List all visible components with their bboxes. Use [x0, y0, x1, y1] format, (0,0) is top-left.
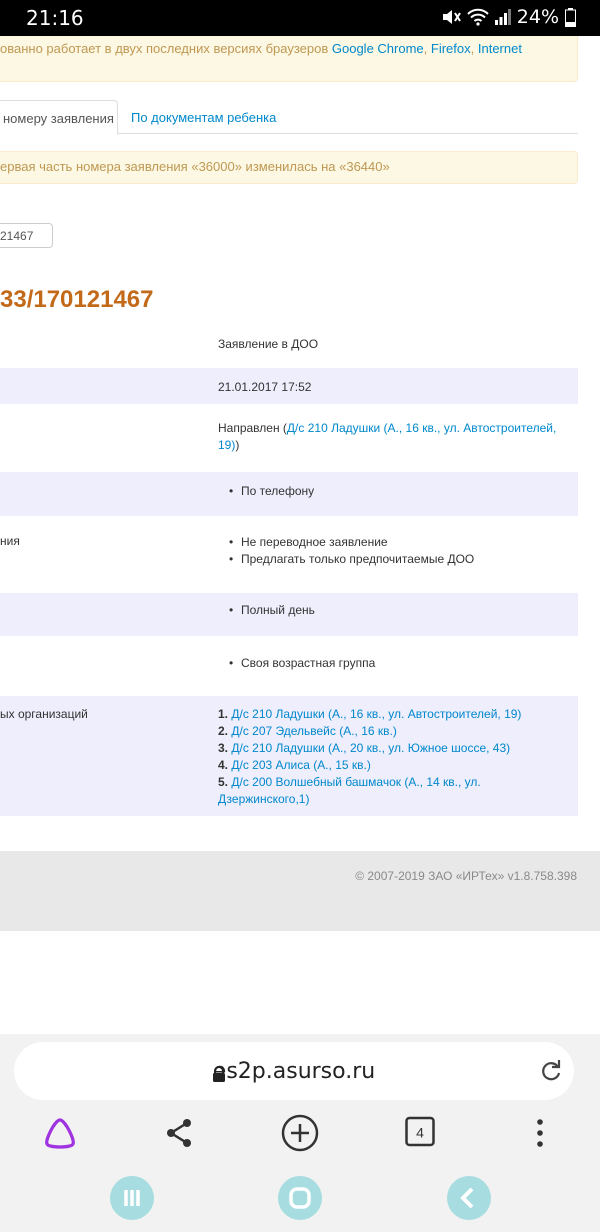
organization-item — [218, 775, 481, 806]
group-list — [229, 655, 579, 672]
application-number-heading: 33/170121467 — [0, 286, 154, 313]
separator: , — [470, 41, 478, 56]
organization-link[interactable]: Д/с 210 Ладушки (А., 20 кв., ул. Южное шоссе, 43) — [231, 741, 511, 755]
organization-number: 1. — [218, 707, 229, 721]
organization-item — [218, 758, 371, 772]
system-navigation-bar — [0, 1156, 600, 1232]
tab-by-application-number[interactable]: номеру заявления — [0, 100, 118, 135]
address-bar[interactable] — [14, 1042, 574, 1100]
wifi-icon — [467, 8, 489, 26]
organization-link[interactable]: Д/с 203 Алиса (А., 15 кв.) — [231, 758, 371, 772]
mode-list — [229, 602, 579, 619]
new-tab-icon[interactable] — [281, 1114, 319, 1157]
share-icon[interactable] — [164, 1116, 194, 1155]
battery-icon — [565, 8, 576, 27]
recent-apps-button[interactable] — [110, 1176, 154, 1220]
application-type-value: Заявление в ДОО — [218, 337, 319, 351]
search-tabs — [0, 100, 578, 134]
assigned-kindergarten-link[interactable]: Д/с 210 Ладушки (А., 16 кв., ул. Автостроителей, 19) — [218, 421, 557, 452]
home-button[interactable] — [278, 1176, 322, 1220]
battery-text: 24% — [516, 6, 559, 28]
application-date-value: 21.01.2017 17:52 — [218, 380, 312, 394]
parameters-list — [229, 534, 579, 568]
tabs-button[interactable] — [405, 1116, 435, 1153]
organization-link[interactable]: Д/с 207 Эдельвейс (А., 16 кв.) — [231, 724, 397, 738]
parameters-label: ния — [0, 534, 20, 548]
internet-explorer-link[interactable]: Internet — [477, 41, 522, 56]
application-status-value — [218, 420, 568, 454]
browser-toolbar — [0, 1034, 600, 1156]
detail-row-notification — [0, 472, 578, 516]
browser-support-alert — [0, 36, 578, 82]
organization-link[interactable]: Д/с 210 Ладушки (А., 16 кв., ул. Автостроителей, 19) — [231, 707, 522, 721]
mute-icon — [441, 8, 461, 26]
notification-method: • По телефону — [229, 483, 579, 500]
detail-row-group — [0, 636, 578, 696]
tab-count: 4 — [416, 1124, 424, 1141]
page-footer — [0, 851, 600, 931]
organization-number: 5. — [218, 775, 229, 789]
notification-list — [229, 483, 579, 500]
parameter-item: • Не переводное заявление — [229, 534, 579, 551]
alert-text: ованно работает в двух последних версиях браузеров — [0, 41, 332, 56]
organization-item — [218, 707, 521, 721]
alice-assistant-icon[interactable] — [42, 1116, 78, 1155]
organization-item — [218, 741, 510, 755]
detail-row-status — [0, 404, 578, 472]
application-number-input[interactable]: 21467 — [0, 223, 53, 248]
stay-mode: • Полный день — [229, 602, 579, 619]
detail-row-organizations — [0, 696, 578, 816]
organization-number: 3. — [218, 741, 229, 755]
organization-number: 2. — [218, 724, 229, 738]
more-menu-icon[interactable] — [533, 1116, 547, 1155]
signal-icon — [495, 8, 511, 26]
detail-row-mode — [0, 593, 578, 636]
back-button[interactable] — [447, 1176, 491, 1220]
copyright-text: © 2007-2019 ЗАО «ИРТех» v1.8.758.398 — [355, 869, 577, 883]
status-text: Направлен ( — [218, 421, 287, 435]
firefox-link[interactable]: Firefox — [430, 41, 471, 56]
status-text: ) — [235, 438, 240, 452]
url-text: es2p.asurso.ru — [212, 1059, 376, 1084]
organizations-label: ых организаций — [0, 707, 88, 721]
detail-row-parameters — [0, 516, 578, 593]
parameter-item: • Предлагать только предпочитаемые ДОО — [229, 551, 579, 568]
organizations-list — [218, 706, 568, 808]
chrome-link[interactable]: Google Chrome — [331, 41, 424, 56]
reload-icon[interactable] — [538, 1058, 564, 1089]
organization-number: 4. — [218, 758, 229, 772]
status-bar — [0, 0, 600, 36]
web-content — [0, 36, 600, 1034]
tab-by-child-documents[interactable]: По документам ребенка — [131, 110, 277, 125]
group-type: • Своя возрастная группа — [229, 655, 579, 672]
organization-link[interactable]: Д/с 200 Волшебный башмачок (А., 14 кв., ул. Дзержинского,1) — [218, 775, 481, 806]
detail-row-type — [0, 324, 578, 368]
detail-row-date — [0, 368, 578, 404]
status-time: 21:16 — [26, 6, 84, 30]
organization-item — [218, 724, 397, 738]
separator: , — [423, 41, 431, 56]
number-change-notice: ервая часть номера заявления «36000» изменилась на «36440» — [0, 151, 578, 184]
